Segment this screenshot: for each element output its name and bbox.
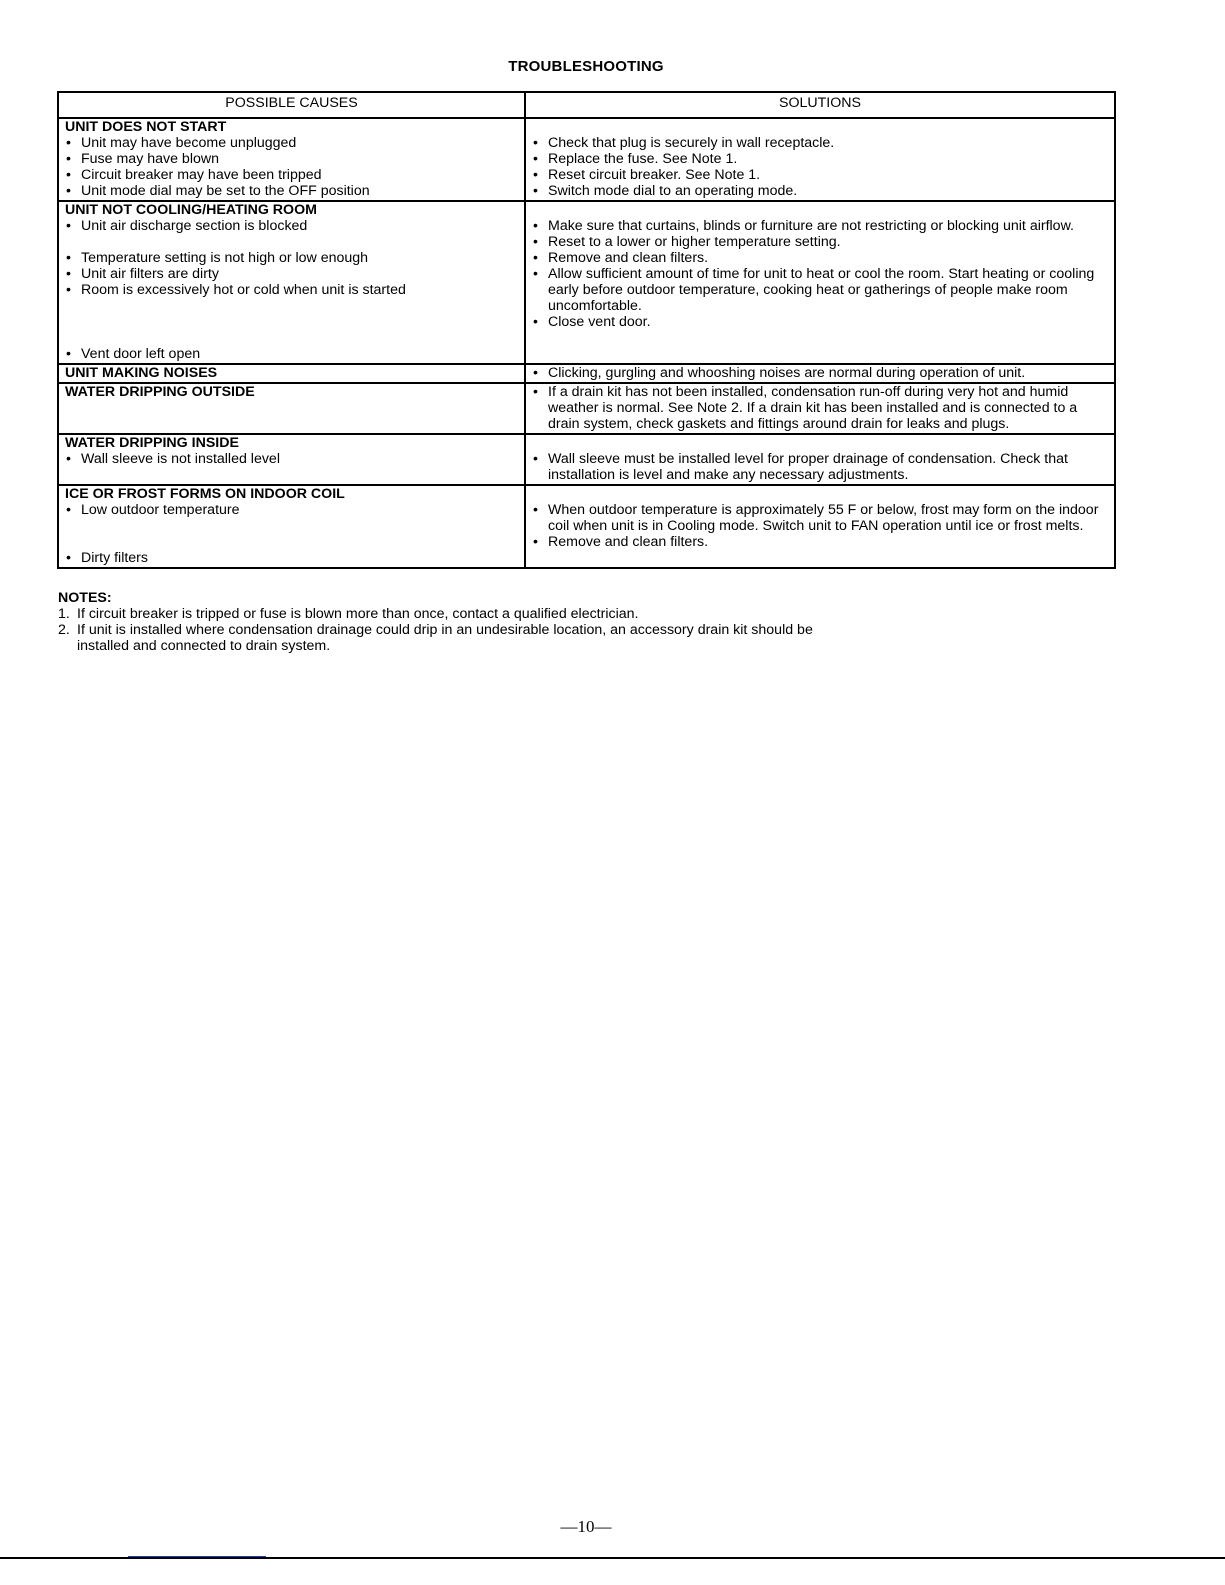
causes-cell: [58, 118, 525, 201]
notes-section: [58, 590, 818, 654]
cause-item: • Circuit breaker may have been tripped: [65, 167, 518, 183]
note-text: If unit is installed where condensation drainage could drip in an undesirable location, an accessory drain kit should be installed and connected to drain system.: [77, 622, 813, 654]
solution-item: • Reset circuit breaker. See Note 1.: [532, 167, 1108, 183]
page-title: TROUBLESHOOTING: [508, 58, 664, 75]
solution-item: • Check that plug is securely in wall receptacle.: [532, 135, 1108, 151]
table-row: [58, 364, 1115, 383]
table-row: [58, 485, 1115, 568]
note-number: 2.: [58, 622, 70, 638]
solutions-cell: [525, 201, 1115, 364]
cause-item: • Vent door left open: [65, 346, 518, 362]
solutions-cell: [525, 434, 1115, 485]
page-number: —10—: [560, 1517, 612, 1536]
cause-item: • Unit may have become unplugged: [65, 135, 518, 151]
solution-item: • Wall sleeve must be installed level for proper drainage of condensation. Check that installation is level and make any necessary adjustments.: [532, 451, 1108, 483]
table-row: [58, 201, 1115, 364]
table-row: [58, 118, 1115, 201]
troubleshooting-table: [57, 91, 1116, 569]
cause-item: • Room is excessively hot or cold when unit is started: [65, 282, 518, 298]
section-title: UNIT MAKING NOISES: [65, 365, 218, 381]
section-title: WATER DRIPPING OUTSIDE: [65, 384, 255, 400]
section-title: UNIT DOES NOT START: [65, 119, 227, 135]
cause-item: • Unit mode dial may be set to the OFF position: [65, 183, 518, 199]
solution-item: • Reset to a lower or higher temperature setting.: [532, 234, 1108, 250]
footer-divider: [0, 1557, 1225, 1559]
cause-item: • Dirty filters: [65, 550, 518, 566]
section-title: UNIT NOT COOLING/HEATING ROOM: [65, 202, 317, 218]
table-header-row: [58, 92, 1115, 118]
solution-item: • Remove and clean filters.: [532, 534, 1108, 550]
solution-item: • When outdoor temperature is approximately 55 F or below, frost may form on the indoor coil when unit is in Cooling mode. Switch unit to FAN operation until ice or frost melts.: [532, 502, 1108, 534]
solution-item: • If a drain kit has not been installed, condensation run-off during very hot and humid weather is normal. See Note 2. If a drain kit has been installed and is connected to a drain system, check gaskets and fittings around drain for leaks and plugs.: [532, 384, 1108, 432]
solutions-cell: [525, 485, 1115, 568]
causes-cell: [58, 434, 525, 485]
solution-item: • Switch mode dial to an operating mode.: [532, 183, 1108, 199]
solutions-cell: [525, 383, 1115, 434]
solution-item: • Allow sufficient amount of time for unit to heat or cool the room. Start heating or cooling early before outdoor temperature, cooking heat or gatherings of people make room uncomfortable.: [532, 266, 1108, 314]
cause-item: • Unit air filters are dirty: [65, 266, 518, 282]
solutions-header: SOLUTIONS: [525, 92, 1115, 118]
solution-item: • Replace the fuse. See Note 1.: [532, 151, 1108, 167]
notes-heading: NOTES:: [58, 590, 112, 606]
solutions-cell: [525, 118, 1115, 201]
causes-cell: [58, 485, 525, 568]
table-row: [58, 383, 1115, 434]
cause-item: • Unit air discharge section is blocked: [65, 218, 518, 234]
table-row: [58, 434, 1115, 485]
causes-header: POSSIBLE CAUSES: [58, 92, 525, 118]
cause-item: • Temperature setting is not high or low enough: [65, 250, 518, 266]
footer-link-underline: [128, 1556, 266, 1557]
solution-item: • Close vent door.: [532, 314, 1108, 330]
section-title: WATER DRIPPING INSIDE: [65, 435, 239, 451]
note-item: [58, 622, 818, 654]
causes-cell: [58, 364, 525, 383]
solution-item: • Remove and clean filters.: [532, 250, 1108, 266]
solution-item: • Make sure that curtains, blinds or furniture are not restricting or blocking unit airflow.: [532, 218, 1108, 234]
cause-item: • Fuse may have blown: [65, 151, 518, 167]
note-text: If circuit breaker is tripped or fuse is blown more than once, contact a qualified electrician.: [77, 606, 639, 622]
section-title: ICE OR FROST FORMS ON INDOOR COIL: [65, 486, 345, 502]
solution-item: • Clicking, gurgling and whooshing noises are normal during operation of unit.: [532, 365, 1108, 381]
note-item: [58, 606, 818, 622]
causes-cell: [58, 201, 525, 364]
solutions-cell: [525, 364, 1115, 383]
cause-item: • Wall sleeve is not installed level: [65, 451, 518, 467]
note-number: 1.: [58, 606, 70, 622]
causes-cell: [58, 383, 525, 434]
cause-item: • Low outdoor temperature: [65, 502, 518, 518]
